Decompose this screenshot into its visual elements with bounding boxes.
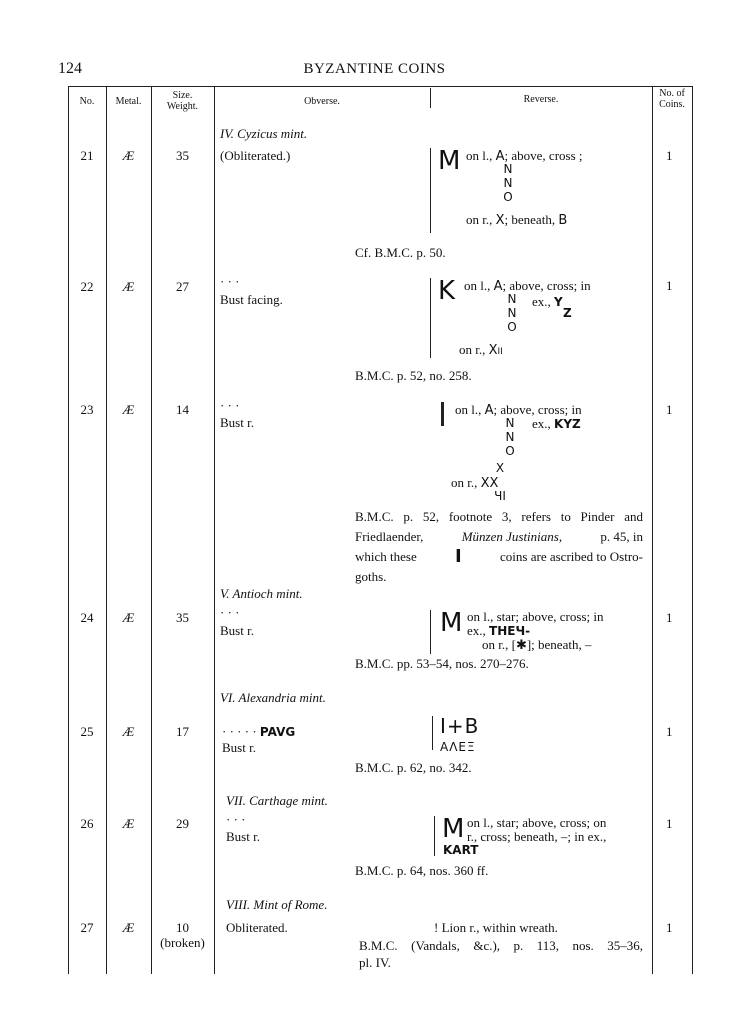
entry-no: 23 <box>80 402 94 417</box>
stack-letter: O <box>507 320 517 334</box>
col-head-size <box>151 90 214 112</box>
exergue-text: KYZ <box>554 417 581 431</box>
obverse-dots: · · · <box>220 398 240 413</box>
reference-line: pl. IV. <box>359 955 391 970</box>
reverse-text-part: on r., <box>459 342 486 357</box>
reverse-text-part: ex., <box>467 623 486 638</box>
obverse-dots: · · · <box>220 605 240 620</box>
reverse-text-part: on l., <box>455 402 482 417</box>
reverse-bar <box>430 278 431 358</box>
obverse-legend-text: PAVG <box>259 725 296 739</box>
col-head-obverse: Obverse. <box>304 96 340 107</box>
reverse-letter-x: X <box>488 343 498 358</box>
reverse-bar <box>430 148 431 233</box>
reverse-mark-letter: M <box>440 608 463 638</box>
entry-no: 22 <box>80 279 94 294</box>
reverse-numeral: ЧI <box>494 489 506 503</box>
entry-count: 1 <box>666 920 673 935</box>
reverse-text: on r., [✱]; beneath, – <box>482 637 592 652</box>
section-heading <box>220 126 307 142</box>
entry-count: 1 <box>666 402 673 417</box>
column-rule <box>106 86 107 974</box>
col-head-count <box>652 88 692 110</box>
entry-reference: B.M.C. p. 64, nos. 360 ff. <box>355 863 489 878</box>
entry-no: 26 <box>80 816 94 831</box>
reverse-letter-stack <box>503 416 517 458</box>
entry-reverse: ! Lion r., within wreath. <box>434 920 558 935</box>
reverse-mark-letter: K <box>438 276 456 306</box>
exergue-letter-y: Y <box>554 295 563 309</box>
reverse-letter-x: X <box>495 213 505 228</box>
stack-letter: N <box>507 292 517 306</box>
entry-count: 1 <box>666 610 673 625</box>
reverse-text-part: on l., <box>466 148 493 163</box>
reverse-text: on l., star; above, cross; on <box>467 815 607 830</box>
reference-line <box>355 527 643 547</box>
stack-letter: N <box>503 176 513 190</box>
entry-size: 17 <box>176 724 189 739</box>
entry-metal: Æ <box>122 402 135 417</box>
reverse-letter-x: X <box>495 461 505 475</box>
reverse-text-part: ; beneath, <box>504 212 556 227</box>
entry-obverse: Bust r. <box>220 623 254 638</box>
stack-letter: N <box>505 416 515 430</box>
reverse-letter-a: A <box>493 279 503 294</box>
entry-count: 1 <box>666 724 673 739</box>
entry-reference: B.M.C. p. 52, no. 258. <box>355 368 472 383</box>
reference-mark: I <box>455 546 462 567</box>
page-number: 124 <box>58 60 82 77</box>
exergue-letter-z: Z <box>563 306 572 320</box>
reference-title: Münzen Justinians, <box>461 529 563 544</box>
col-head-metal: Metal. <box>115 96 142 107</box>
reverse-text <box>459 342 503 358</box>
col-head-reverse: Reverse. <box>523 94 559 105</box>
entry-obverse: Bust r. <box>220 415 254 430</box>
entry-metal: Æ <box>122 816 135 831</box>
section-heading <box>220 690 326 706</box>
column-rule <box>151 86 152 974</box>
stack-letter: O <box>505 444 515 458</box>
stack-letter: N <box>503 162 513 176</box>
reverse-exergue <box>532 294 563 310</box>
reverse-letters-xx: XX <box>480 476 499 491</box>
entry-metal: Æ <box>122 610 135 625</box>
reverse-text-part: ex., <box>532 294 551 309</box>
reverse-text-part: on r., <box>451 475 478 490</box>
reverse-letter-stack <box>501 162 515 204</box>
reverse-text-part: on l., <box>464 278 491 293</box>
entry-no: 25 <box>80 724 94 739</box>
entry-reference <box>359 937 643 971</box>
obverse-legend <box>222 724 295 740</box>
reverse-bar <box>434 816 435 856</box>
col-head-no: No. <box>79 96 95 107</box>
top-rule <box>68 86 693 87</box>
entry-obverse: Bust r. <box>226 829 260 844</box>
reverse-text <box>466 212 567 228</box>
entry-size: 27 <box>176 279 189 294</box>
reverse-text: r., cross; beneath, –; in ex., <box>467 829 607 844</box>
entry-no: 24 <box>80 610 94 625</box>
reverse-text-part: on r., <box>466 212 493 227</box>
section-carthage: VII. Carthage mint. <box>226 793 328 808</box>
section-heading <box>226 793 328 809</box>
section-heading <box>220 586 303 602</box>
col-head-count-l2: Coins. <box>659 99 685 110</box>
entry-size: 35 <box>176 148 189 163</box>
section-rome: VIII. Mint of Rome. <box>226 897 328 912</box>
reverse-text-part: ; above, cross; in <box>502 278 591 293</box>
obverse-dots: · · · · · <box>222 724 257 739</box>
entry-no: 21 <box>80 148 94 163</box>
reverse-text: on l., star; above, cross; in <box>467 609 604 624</box>
reference-text: p. 45, in <box>600 529 643 544</box>
column-rule <box>652 86 653 974</box>
stack-letter: N <box>507 306 517 320</box>
section-alexandria: VI. Alexandria mint. <box>220 690 326 705</box>
entry-metal: Æ <box>122 724 135 739</box>
section-heading <box>226 897 327 913</box>
column-rule <box>214 86 215 974</box>
reverse-numeral: II <box>497 347 503 357</box>
entry-size: 29 <box>176 816 189 831</box>
stack-letter: O <box>503 190 513 204</box>
reference-line <box>355 547 643 567</box>
entry-count: 1 <box>666 278 673 293</box>
entry-reference: B.M.C. pp. 53–54, nos. 270–276. <box>355 656 529 671</box>
entry-reference: Cf. B.M.C. p. 50. <box>355 245 446 260</box>
entry-size: 35 <box>176 610 189 625</box>
entry-obverse: (Obliterated.) <box>220 148 291 163</box>
reverse-text-part: ; above, cross ; <box>504 148 583 163</box>
obverse-dots: · · · <box>226 812 246 827</box>
section-antioch: V. Antioch mint. <box>220 586 303 601</box>
entry-count: 1 <box>666 816 673 831</box>
reference-line: B.M.C. (Vandals, &c.), p. 113, nos. 35–36, <box>359 938 643 953</box>
entry-reference <box>355 507 643 587</box>
entry-count: 1 <box>666 148 673 163</box>
reference-line: goths. <box>355 569 387 584</box>
reverse-mark-letter: M <box>442 814 465 844</box>
reverse-text-part: ; above, cross; in <box>493 402 582 417</box>
entry-no: 27 <box>80 920 94 935</box>
reverse-text <box>466 148 583 164</box>
reverse-mark-letter: M <box>438 146 461 176</box>
reverse-bar <box>432 716 433 750</box>
reverse-mark-bar <box>441 402 444 426</box>
reference-line: B.M.C. p. 52, footnote 3, refers to Pinder and <box>355 509 643 524</box>
stack-letter: N <box>505 430 515 444</box>
col-head-count-l1: No. of <box>659 88 685 99</box>
obverse-dots: · · · <box>220 274 240 289</box>
reverse-exergue-text: AΛEΞ <box>440 740 476 754</box>
reverse-letter-b: B <box>558 213 568 228</box>
column-rule <box>692 86 693 974</box>
entry-size: 10 <box>176 920 189 935</box>
col-head-size-l2: Weight. <box>166 101 199 112</box>
entry-obverse: Obliterated. <box>226 920 288 935</box>
entry-size: 14 <box>176 402 189 417</box>
entry-size-note: (broken) <box>160 935 205 950</box>
column-rule <box>68 86 69 974</box>
reference-text: which these <box>355 549 417 564</box>
reference-text: coins are ascribed to Ostro- <box>500 549 643 564</box>
reference-text: Friedlaender, <box>355 529 424 544</box>
exergue-text: KART <box>443 843 479 857</box>
reverse-letter-a: A <box>484 403 494 418</box>
entry-obverse: Bust facing. <box>220 292 283 307</box>
entry-metal: Æ <box>122 279 135 294</box>
exergue-text: THEЧ- <box>489 624 531 638</box>
entry-obverse: Bust r. <box>222 740 256 755</box>
reverse-bar <box>430 610 431 654</box>
section-cyzicus: IV. Cyzicus mint. <box>220 126 308 141</box>
reverse-text-part: ex., <box>532 416 551 431</box>
running-title: BYZANTINE COINS <box>303 61 446 77</box>
entry-metal: Æ <box>122 148 135 163</box>
reverse-letter-a: A <box>495 149 505 164</box>
reverse-letter-stack <box>505 292 519 334</box>
reverse-monogram: I+B <box>440 714 480 738</box>
entry-metal: Æ <box>122 920 135 935</box>
entry-reference: B.M.C. p. 62, no. 342. <box>355 760 472 775</box>
reverse-exergue <box>532 416 581 432</box>
reverse-text <box>464 278 591 294</box>
col-head-size-l1: Size. <box>172 90 193 101</box>
